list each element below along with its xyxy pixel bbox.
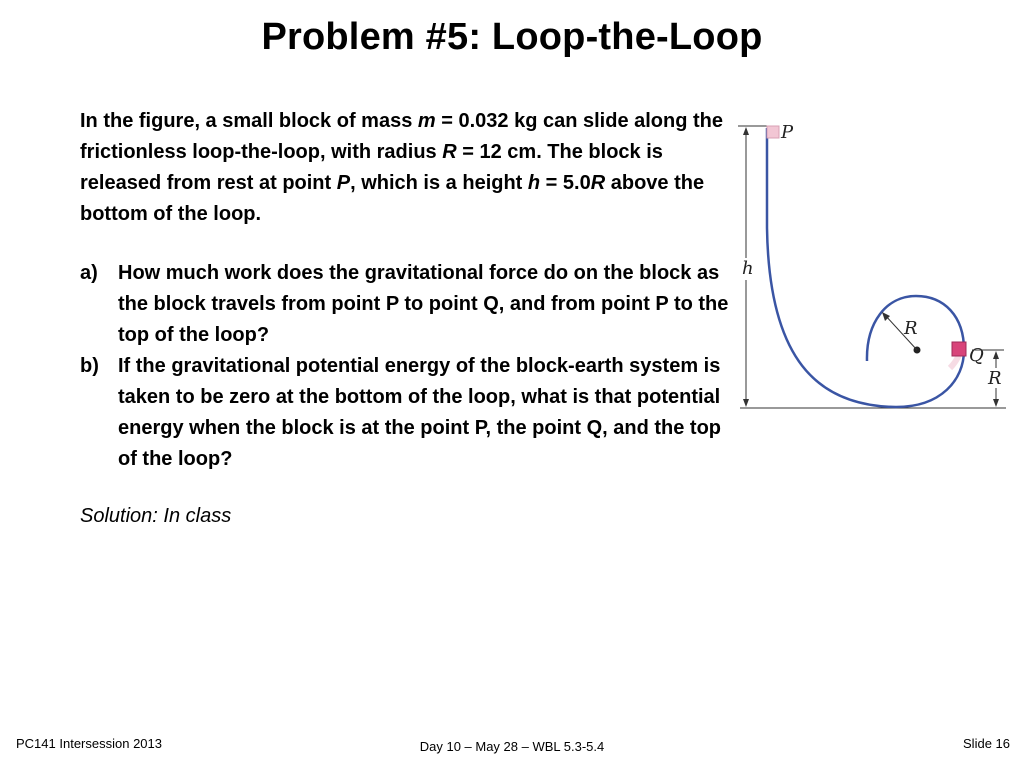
slide-title: Problem #5: Loop-the-Loop — [261, 16, 763, 58]
question-a — [80, 258, 740, 351]
point-q-label: Q — [969, 345, 984, 366]
var-P: P — [336, 172, 351, 194]
question-a-text: How much work does the gravitational force do on the block as the block travels from point P to point Q, and from point P to the top of the loop? — [118, 262, 729, 346]
loop-the-loop-figure — [736, 118, 1012, 418]
solution-note: Solution: In class — [80, 505, 232, 527]
height-arrow-down — [743, 399, 749, 407]
block-at-q — [952, 342, 966, 356]
r-height-arrow-up — [993, 351, 999, 359]
intro-text-3: = 12 cm. The block is released from rest at point — [80, 141, 663, 194]
r-height-arrow-down — [993, 399, 999, 407]
r-height-label: R — [988, 368, 1002, 389]
height-arrow-up — [743, 127, 749, 135]
block-at-p — [767, 126, 779, 138]
var-h: h — [527, 172, 541, 194]
var-m: m — [417, 110, 436, 132]
radius-label: R — [904, 318, 918, 339]
loop-track — [767, 128, 964, 407]
problem-statement — [80, 106, 740, 230]
footer-slide-number: Slide 16 — [963, 736, 1010, 751]
intro-text-1: In the figure, a small block of mass — [80, 110, 418, 132]
h-label: h — [742, 258, 754, 279]
var-R-2: R — [590, 172, 606, 194]
intro-text-6: above the bottom of the loop. — [80, 172, 705, 225]
intro-text-2: = 0.032 kg can slide along the frictionless loop-the-loop, with radius — [80, 110, 724, 163]
footer-course: PC141 Intersession 2013 — [16, 736, 162, 751]
question-a-label: a) — [80, 262, 98, 284]
question-list — [80, 258, 740, 475]
footer-date: Day 10 – May 28 – WBL 5.3-5.4 — [419, 739, 605, 754]
intro-text-5: = 5.0 — [540, 172, 591, 194]
question-b-text: If the gravitational potential energy of the block-earth system is taken to be zero at the bottom of the loop, what is that potential energy when the block is at the point P, the point Q, and the top of the loop? — [118, 355, 722, 470]
question-b — [80, 351, 740, 475]
point-p-label: P — [781, 122, 794, 143]
var-R: R — [442, 141, 457, 163]
intro-text-4: , which is a height — [350, 172, 528, 194]
question-b-label: b) — [80, 355, 99, 377]
